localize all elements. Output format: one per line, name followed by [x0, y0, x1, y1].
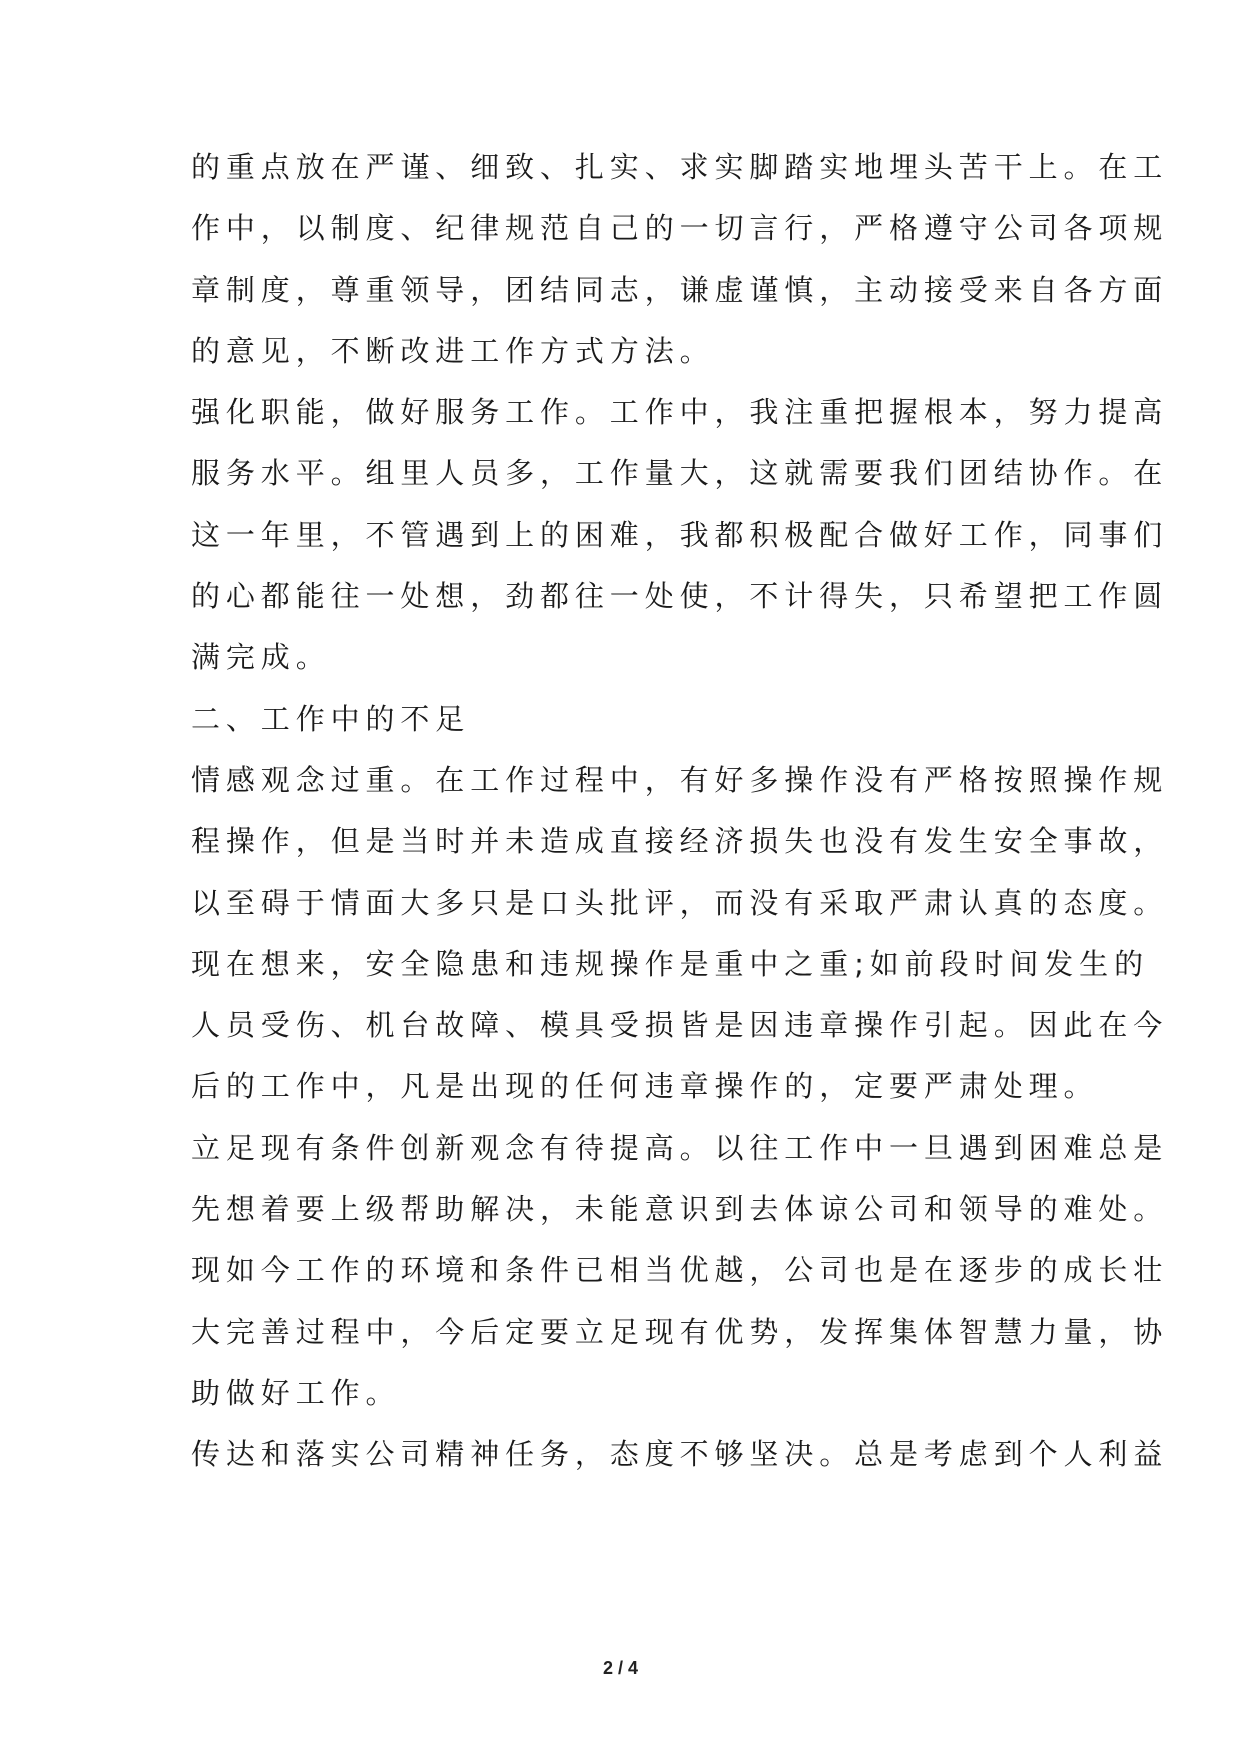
text-line: 情感观念过重。在工作过程中，有好多操作没有严格按照操作规 [191, 762, 1169, 797]
text-line: 助做好工作。 [191, 1375, 401, 1410]
text-line: 的重点放在严谨、细致、扎实、求实脚踏实地埋头苦干上。在工 [191, 150, 1169, 184]
text-line: 大完善过程中，今后定要立足现有优势，发挥集体智慧力量，协 [191, 1314, 1169, 1349]
text-line: 这一年里，不管遇到上的困难，我都积极配合做好工作，同事们 [191, 517, 1169, 552]
section-heading: 二、工作中的不足 [191, 701, 471, 736]
page-number: 2 / 4 [602, 1658, 639, 1678]
text-line: 的意见，不断改进工作方式方法。 [191, 333, 715, 368]
text-line: 程操作，但是当时并未造成直接经济损失也没有发生安全事故， [191, 824, 1169, 859]
text-line: 立足现有条件创新观念有待提高。以往工作中一旦遇到困难总是 [191, 1130, 1169, 1165]
text-line: 满完成。 [191, 640, 331, 675]
text-line: 强化职能，做好服务工作。工作中，我注重把握根本，努力提高 [191, 395, 1169, 430]
text-line: 先想着要上级帮助解决，未能意识到去体谅公司和领导的难处。 [191, 1192, 1169, 1227]
text-line: 传达和落实公司精神任务，态度不够坚决。总是考虑到个人利益 [191, 1437, 1169, 1472]
text-line: 的心都能往一处想，劲都往一处使，不计得失，只希望把工作圆 [191, 579, 1169, 614]
text-line: 现如今工作的环境和条件已相当优越，公司也是在逐步的成长壮 [191, 1253, 1169, 1288]
text-line: 作中，以制度、纪律规范自己的一切言行，严格遵守公司各项规 [191, 211, 1169, 246]
document-body [191, 137, 1169, 1486]
text-line: 服务水平。组里人员多，工作量大，这就需要我们团结协作。在 [191, 456, 1169, 491]
text-line: 章制度，尊重领导，团结同志，谦虚谨慎，主动接受来自各方面 [191, 272, 1169, 307]
text-line: 后的工作中，凡是出现的任何违章操作的，定要严肃处理。 [191, 1069, 1099, 1104]
text-line: 人员受伤、机台故障、模具受损皆是因违章操作引起。因此在今 [191, 1008, 1169, 1043]
text-line: 以至碍于情面大多只是口头批评，而没有采取严肃认真的态度。 [191, 885, 1169, 920]
text-line: 现在想来，安全隐患和违规操作是重中之重;如前段时间发生的 [191, 946, 1149, 981]
